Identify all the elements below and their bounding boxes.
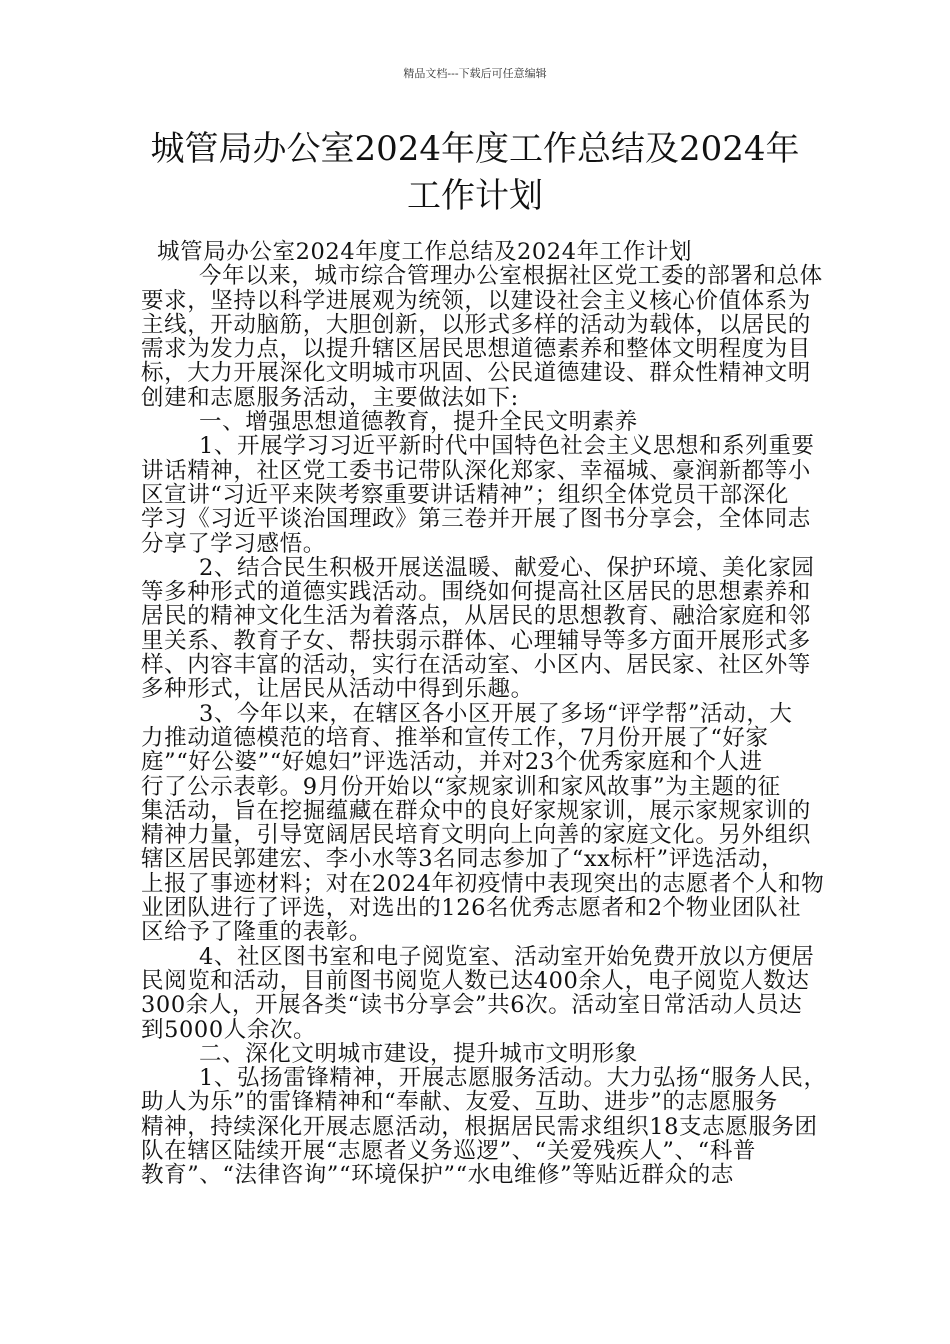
text-line: 助人为乐”的雷锋精神和“奉献、友爱、互助、进步”的志愿服务 <box>141 1089 778 1116</box>
text-line: 力推动道德模范的培育、推举和宣传工作，7月份开展了“好家 <box>141 724 769 751</box>
paragraph <box>141 556 841 702</box>
text-line: 队在辖区陆续开展“志愿者义务巡逻”、“关爱残疾人”、“科普 <box>141 1137 756 1164</box>
text-line: 要求，坚持以科学进展观为统领，以建设社会主义核心价值体系为 <box>141 287 811 314</box>
document-title <box>25 126 925 220</box>
text-line: 二、深化文明城市建设，提升城市文明形象 <box>199 1040 638 1067</box>
text-line: 2、结合民生积极开展送温暖、献爱心、保护环境、美化家园 <box>199 554 815 581</box>
text-line: 庭”“好公婆”“好媳妇”评选活动，并对23个优秀家庭和个人进 <box>141 749 763 776</box>
text-line: 3、今年以来，在辖区各小区开展了多场“评学帮”活动，大 <box>199 700 793 727</box>
text-line: 创建和志愿服务活动，主要做法如下: <box>141 384 519 411</box>
text-line: 多种形式，让居民从活动中得到乐趣。 <box>141 676 534 703</box>
text-line: 教育”、“法律咨询”“环境保护”“水电维修”等贴近群众的志 <box>141 1162 734 1189</box>
text-line: 主线，开动脑筋，大胆创新，以形式多样的活动为载体，以居民的 <box>141 311 811 338</box>
title-line: 城管局办公室2024年度工作总结及2024年 <box>150 129 800 169</box>
text-line: 1、弘扬雷锋精神，开展志愿服务活动。大力弘扬“服务人民， <box>199 1065 827 1092</box>
text-line: 1、开展学习习近平新时代中国特色社会主义思想和系列重要 <box>199 433 815 460</box>
text-line: 集活动，旨在挖掘蕴藏在群众中的良好家规家训，展示家规家训的 <box>141 797 811 824</box>
text-line: 精神，持续深化开展志愿活动，根据居民需求组织18支志愿服务团 <box>141 1113 818 1140</box>
text-line: 讲话精神，社区党工委书记带队深化郑家、幸福城、豪润新都等小 <box>141 457 811 484</box>
text-line: 辖区居民郭建宏、李小水等3名同志参加了“xx标杆”评选活动， <box>141 846 785 873</box>
text-line: 样、内容丰富的活动，实行在活动室、小区内、居民家、社区外等 <box>141 652 811 679</box>
text-line: 今年以来，城市综合管理办公室根据社区党工委的部署和总体 <box>199 263 823 290</box>
text-line: 行了公示表彰。9月份开始以“家规家训和家风故事”为主题的征 <box>141 773 781 800</box>
paragraph <box>141 434 841 555</box>
text-line: 区宣讲“习近平来陕考察重要讲话精神”；组织全体党员干部深化 <box>141 481 789 508</box>
text-line: 标，大力开展深化文明城市巩固、公民道德建设、群众性精神文明 <box>141 360 811 387</box>
paragraph <box>141 945 841 1042</box>
text-line: 居民的精神文化生活为着落点，从居民的思想教育、融洽家庭和邻 <box>141 603 811 630</box>
paragraph <box>141 1066 841 1187</box>
title-line: 工作计划 <box>407 176 543 216</box>
page-header-note: 精品文档---下载后可任意编辑 <box>403 67 547 80</box>
text-line: 等多种形式的道德实践活动。围绕如何提高社区居民的思想素养和 <box>141 579 811 606</box>
paragraphs <box>141 264 841 1187</box>
text-line: 一、增强思想道德教育，提升全民文明素养 <box>199 409 638 436</box>
text-line: 上报了事迹材料；对在2024年初疫情中表现突出的志愿者个人和物 <box>141 870 825 897</box>
text-line: 区给予了隆重的表彰。 <box>141 919 373 946</box>
text-line: 需求为发力点，以提升辖区居民思想道德素养和整体文明程度为目 <box>141 336 811 363</box>
paragraph <box>141 702 841 945</box>
text-line: 学习《习近平谈治国理政》第三卷并开展了图书分享会，全体同志 <box>141 506 811 533</box>
paragraph <box>141 1042 841 1066</box>
text-line: 分享了学习感悟。 <box>141 530 326 557</box>
paragraph <box>141 264 841 410</box>
text-line: 精神力量，引导宽阔居民培育文明向上向善的家庭文化。另外组织 <box>141 822 811 849</box>
text-line: 里关系、教育子女、帮扶弱示群体、心理辅导等多方面开展形式多 <box>141 627 811 654</box>
text-line: 4、社区图书室和电子阅览室、活动室开始免费开放以方便居 <box>199 943 815 970</box>
text-line: 到5000人余次。 <box>141 1016 317 1043</box>
paragraph <box>141 410 841 434</box>
document-subtitle: 城管局办公室2024年度工作总结及2024年工作计划 <box>157 239 693 265</box>
text-line: 民阅览和活动，目前图书阅览人数已达400余人，电子阅览人数达 <box>141 967 810 994</box>
text-line: 300余人，开展各类“读书分享会”共6次。活动室日常活动人员达 <box>141 992 803 1019</box>
text-line: 业团队进行了评选，对选出的126名优秀志愿者和2个物业团队社 <box>141 895 802 922</box>
document-body <box>141 240 841 1188</box>
